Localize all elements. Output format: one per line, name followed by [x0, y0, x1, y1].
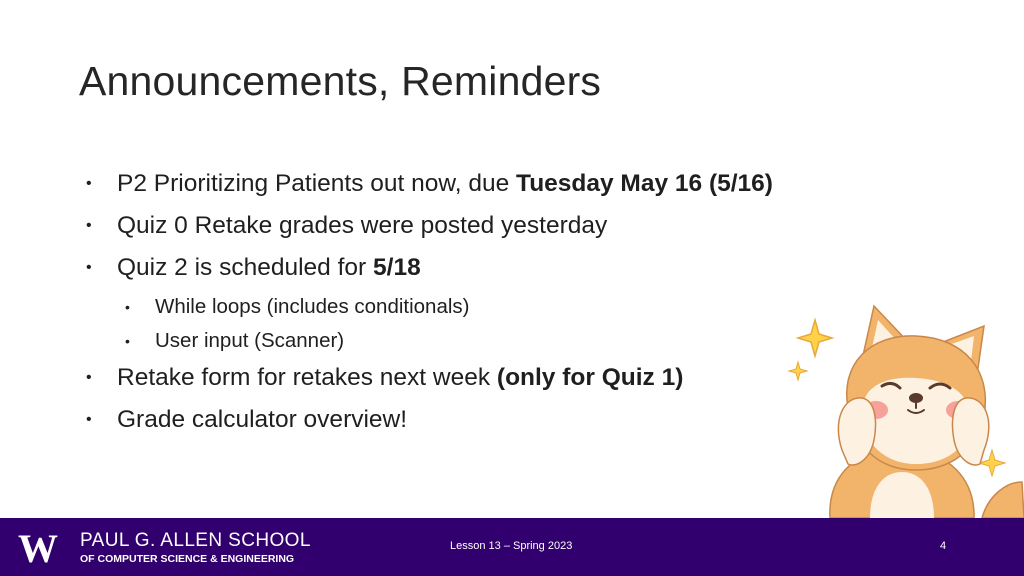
bullet-text	[117, 250, 421, 286]
bullet-text: Quiz 0 Retake grades were posted yesterday	[117, 212, 608, 239]
footer-lesson-text: Lesson 13 – Spring 2023	[450, 540, 573, 552]
bullet-dot-icon: •	[86, 369, 92, 386]
slide-title: Announcements, Reminders	[79, 58, 602, 104]
logo-text-line2: OF COMPUTER SCIENCE & ENGINEERING	[80, 553, 295, 565]
shiba-dog-illustration-icon	[770, 300, 1024, 518]
bullet-dot-icon: •	[125, 333, 130, 349]
bullet-plain-text: P2 Prioritizing Patients out now, due	[117, 170, 517, 197]
bullet-item	[86, 402, 846, 444]
bullet-item	[86, 208, 846, 250]
bullet-plain-text: Quiz 2 is scheduled for	[117, 254, 374, 281]
bullet-dot-icon: •	[86, 411, 92, 428]
sub-bullet-item	[86, 326, 846, 360]
bullet-item	[86, 360, 846, 402]
page-number: 4	[940, 540, 947, 552]
bullet-dot-icon: •	[125, 299, 130, 315]
sub-bullet-item	[86, 292, 846, 326]
bullet-item	[86, 250, 846, 292]
footer-bar	[0, 518, 1024, 576]
logo-text-line1: PAUL G. ALLEN SCHOOL	[80, 530, 311, 551]
bullet-bold-text: Tuesday May 16 (5/16)	[516, 170, 773, 197]
bullet-text	[117, 360, 683, 396]
bullet-text: Grade calculator overview!	[117, 406, 408, 433]
uw-w-logo-icon: W	[18, 526, 56, 571]
sub-bullet-text: While loops (includes conditionals)	[155, 295, 470, 318]
allen-school-logo	[18, 526, 328, 571]
bullet-dot-icon: •	[86, 217, 92, 234]
bullet-dot-icon: •	[86, 175, 92, 192]
bullet-list	[86, 166, 846, 444]
bullet-text	[117, 166, 773, 202]
bullet-bold-text: (only for Quiz 1)	[496, 364, 684, 391]
bullet-bold-text: 5/18	[373, 254, 421, 281]
bullet-dot-icon: •	[86, 259, 92, 276]
sub-bullet-text: User input (Scanner)	[155, 329, 345, 352]
bullet-plain-text: Retake form for retakes next week	[117, 364, 497, 391]
bullet-item	[86, 166, 846, 208]
